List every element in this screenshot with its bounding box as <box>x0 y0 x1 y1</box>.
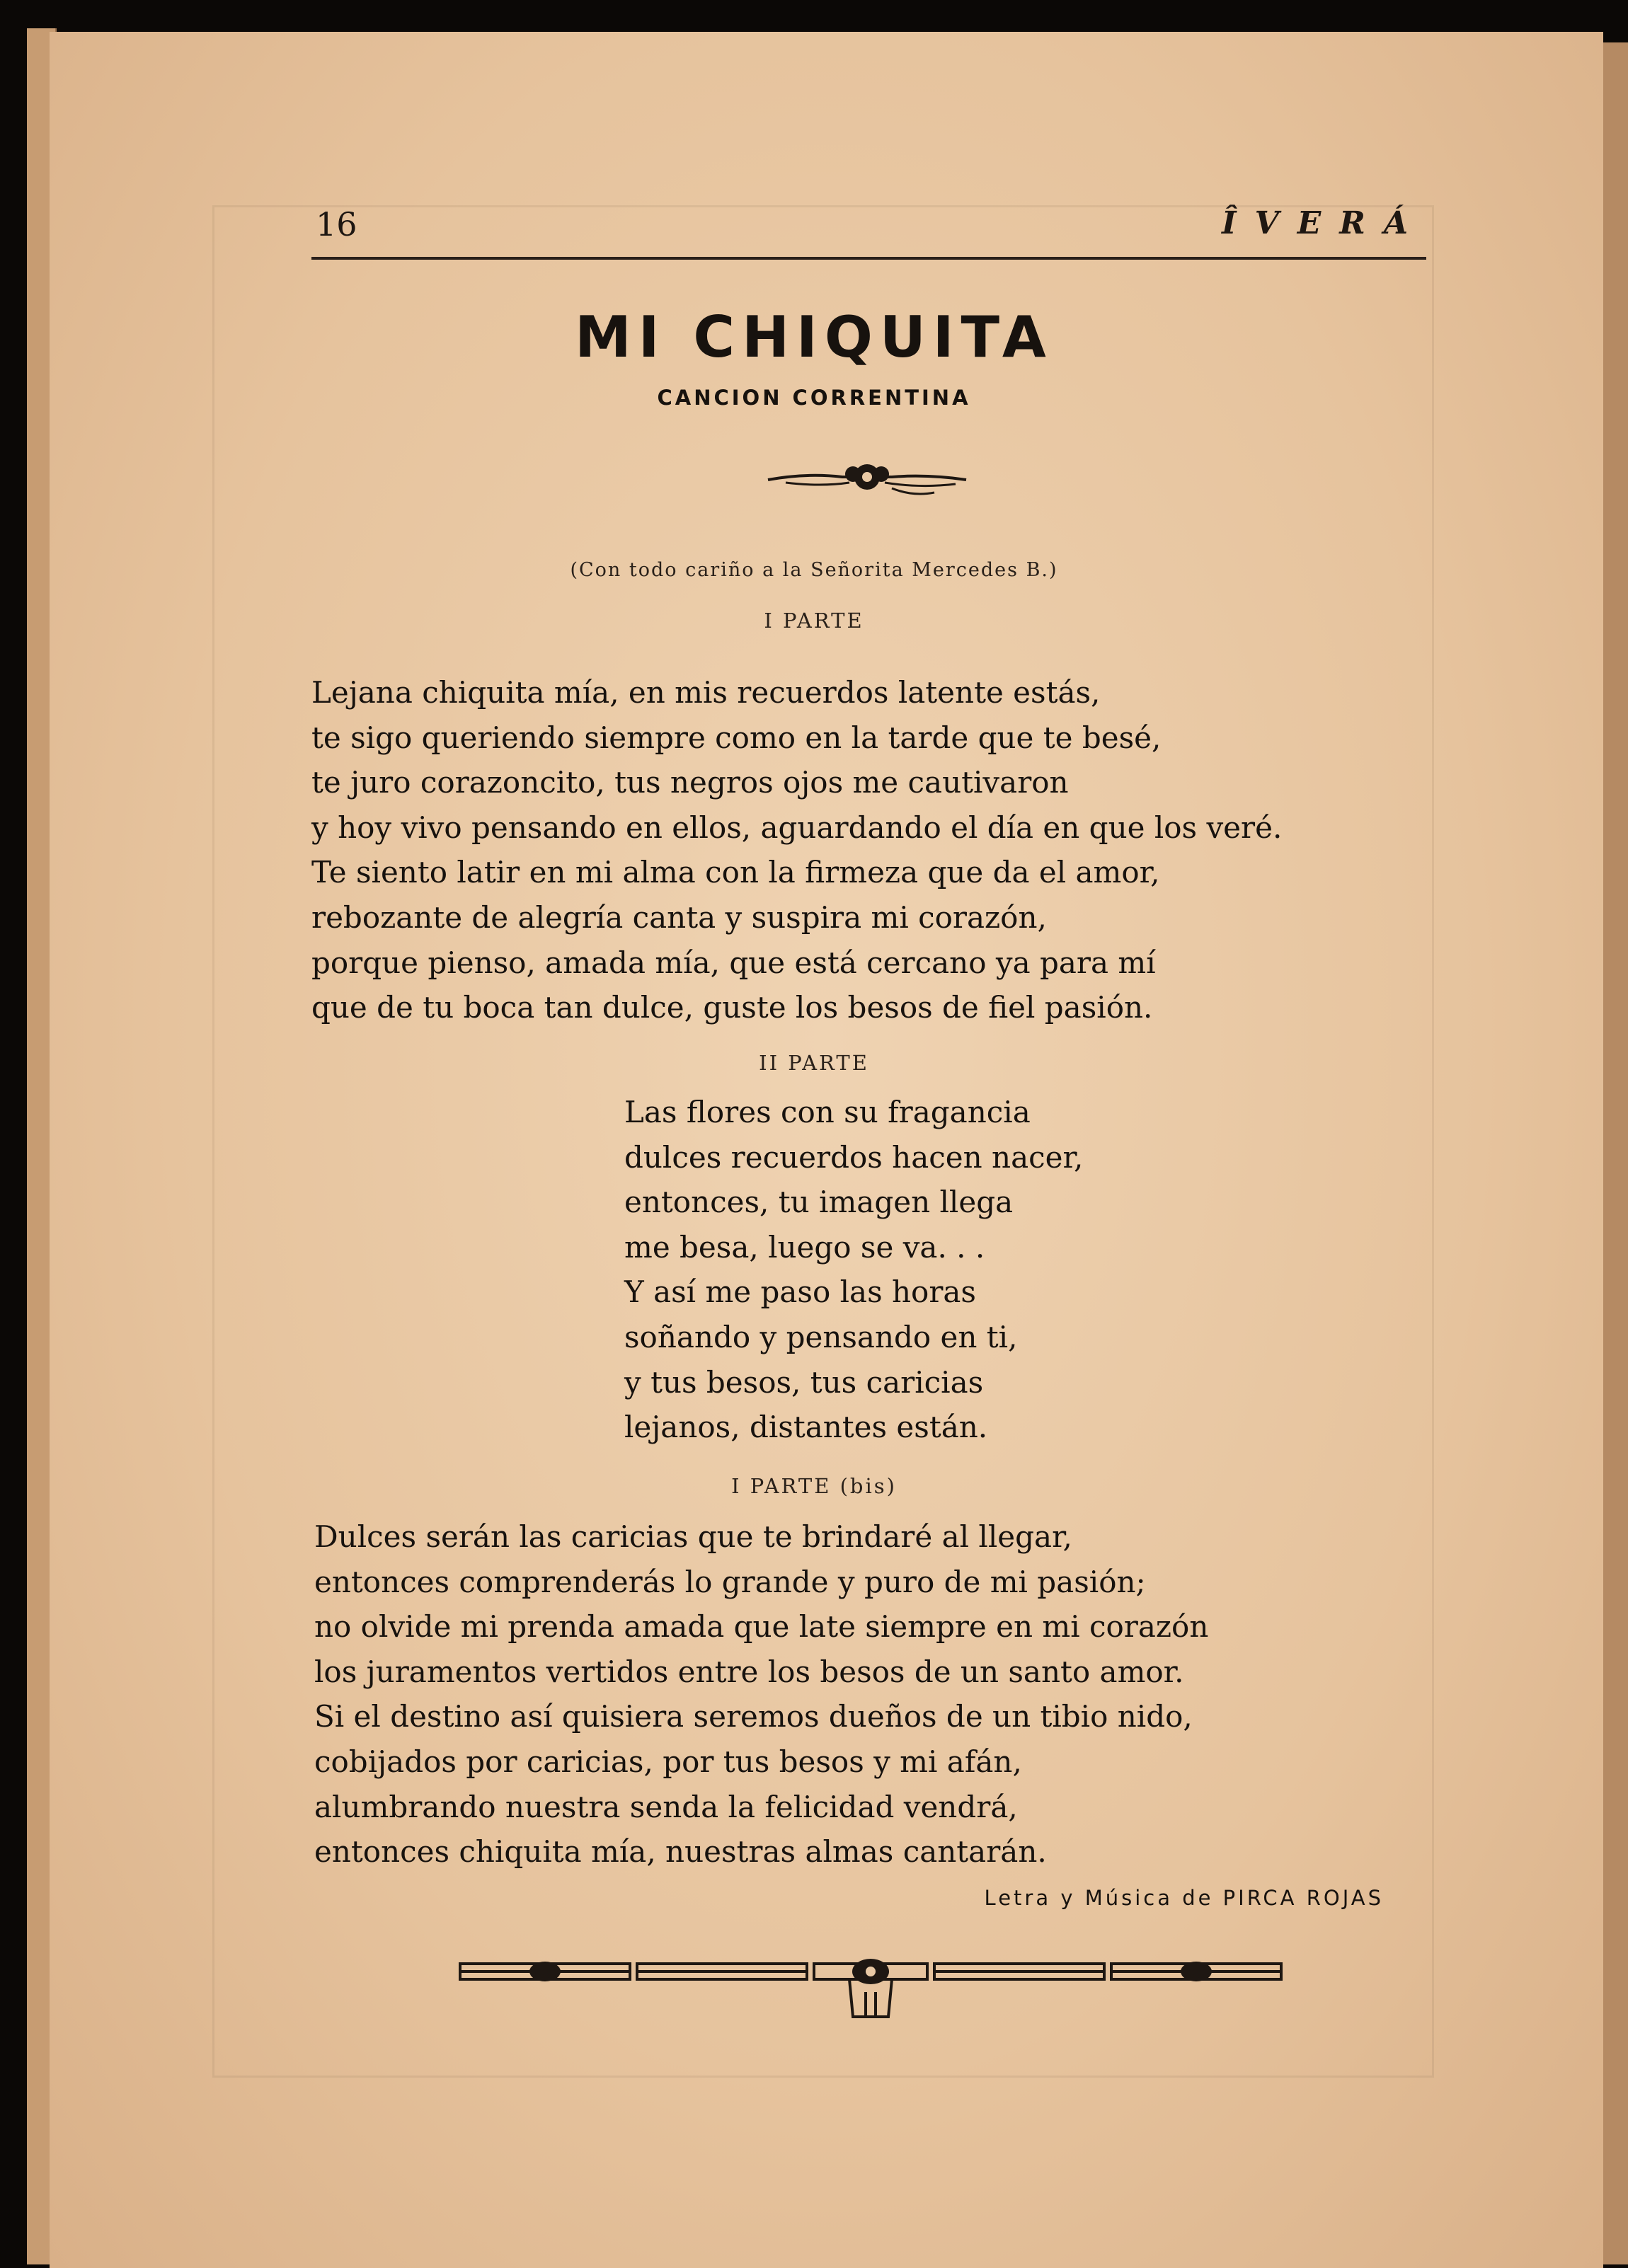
verse-line: me besa, luego se va. . . <box>624 1229 985 1265</box>
header-rule <box>311 257 1426 260</box>
verse-line: Te siento latir en mi alma con la firmeza que da el amor, <box>311 855 1160 890</box>
magazine-title: ÎVERÁ <box>1222 205 1426 241</box>
verse-line: cobijados por caricias, por tus besos y mi afán, <box>314 1744 1022 1779</box>
art-deco-divider-icon <box>457 1950 1285 2027</box>
verse-line: entonces comprenderás lo grande y puro de mi pasión; <box>314 1564 1146 1599</box>
dedication: (Con todo cariño a la Señorita Mercedes B.) <box>570 559 1058 581</box>
verse-line: Lejana chiquita mía, en mis recuerdos latente estás, <box>311 675 1101 710</box>
verse-line: te sigo queriendo siempre como en la tarde que te besé, <box>311 720 1162 755</box>
part-3-heading: I PARTE (bis) <box>731 1474 897 1498</box>
verse-line: que de tu boca tan dulce, guste los besos de fiel pasión. <box>311 990 1153 1025</box>
part-1-heading: I PARTE <box>764 609 864 633</box>
verse-line: porque pienso, amada mía, que está cercano ya para mí <box>311 945 1156 980</box>
verse-line: soñando y pensando en ti, <box>624 1319 1018 1354</box>
song-subtitle: CANCION CORRENTINA <box>657 386 971 410</box>
verse-line: Las flores con su fragancia <box>624 1095 1031 1129</box>
part-2-stanza <box>624 1090 1083 1450</box>
verse-line: y hoy vivo pensando en ellos, aguardando el día en que los veré. <box>311 810 1283 845</box>
verse-line: los juramentos vertidos entre los besos de un santo amor. <box>314 1654 1184 1689</box>
floral-scroll-icon <box>764 453 970 502</box>
verse-line: lejanos, distantes están. <box>624 1410 988 1445</box>
verse-line: alumbrando nuestra senda la felicidad vendrá, <box>314 1789 1018 1824</box>
part-2-heading: II PARTE <box>759 1051 869 1075</box>
page-number: 16 <box>316 205 357 243</box>
song-credit <box>985 1886 1384 1910</box>
song-title: MI CHIQUITA <box>575 304 1053 370</box>
verse-line: Dulces serán las caricias que te brindaré al llegar, <box>314 1519 1072 1554</box>
verse-line: no olvide mi prenda amada que late siempre en mi corazón <box>314 1609 1209 1645</box>
verse-line: rebozante de alegría canta y suspira mi corazón, <box>311 899 1047 935</box>
credit-prefix: Letra y Música de <box>984 1886 1214 1910</box>
part-3-stanza <box>314 1514 1208 1875</box>
part-1-stanza <box>311 670 1282 1030</box>
verse-line: entonces, tu imagen llega <box>624 1185 1014 1220</box>
verse-line: te juro corazoncito, tus negros ojos me cautivaron <box>311 765 1069 800</box>
verse-line: y tus besos, tus caricias <box>624 1364 984 1400</box>
credit-author: PIRCA ROJAS <box>1222 1886 1384 1910</box>
verse-line: entonces chiquita mía, nuestras almas cantarán. <box>314 1834 1047 1870</box>
verse-line: Si el destino así quisiera seremos dueños de un tibio nido, <box>314 1699 1193 1734</box>
verse-line: dulces recuerdos hacen nacer, <box>624 1139 1084 1175</box>
verse-line: Y así me paso las horas <box>624 1274 976 1310</box>
